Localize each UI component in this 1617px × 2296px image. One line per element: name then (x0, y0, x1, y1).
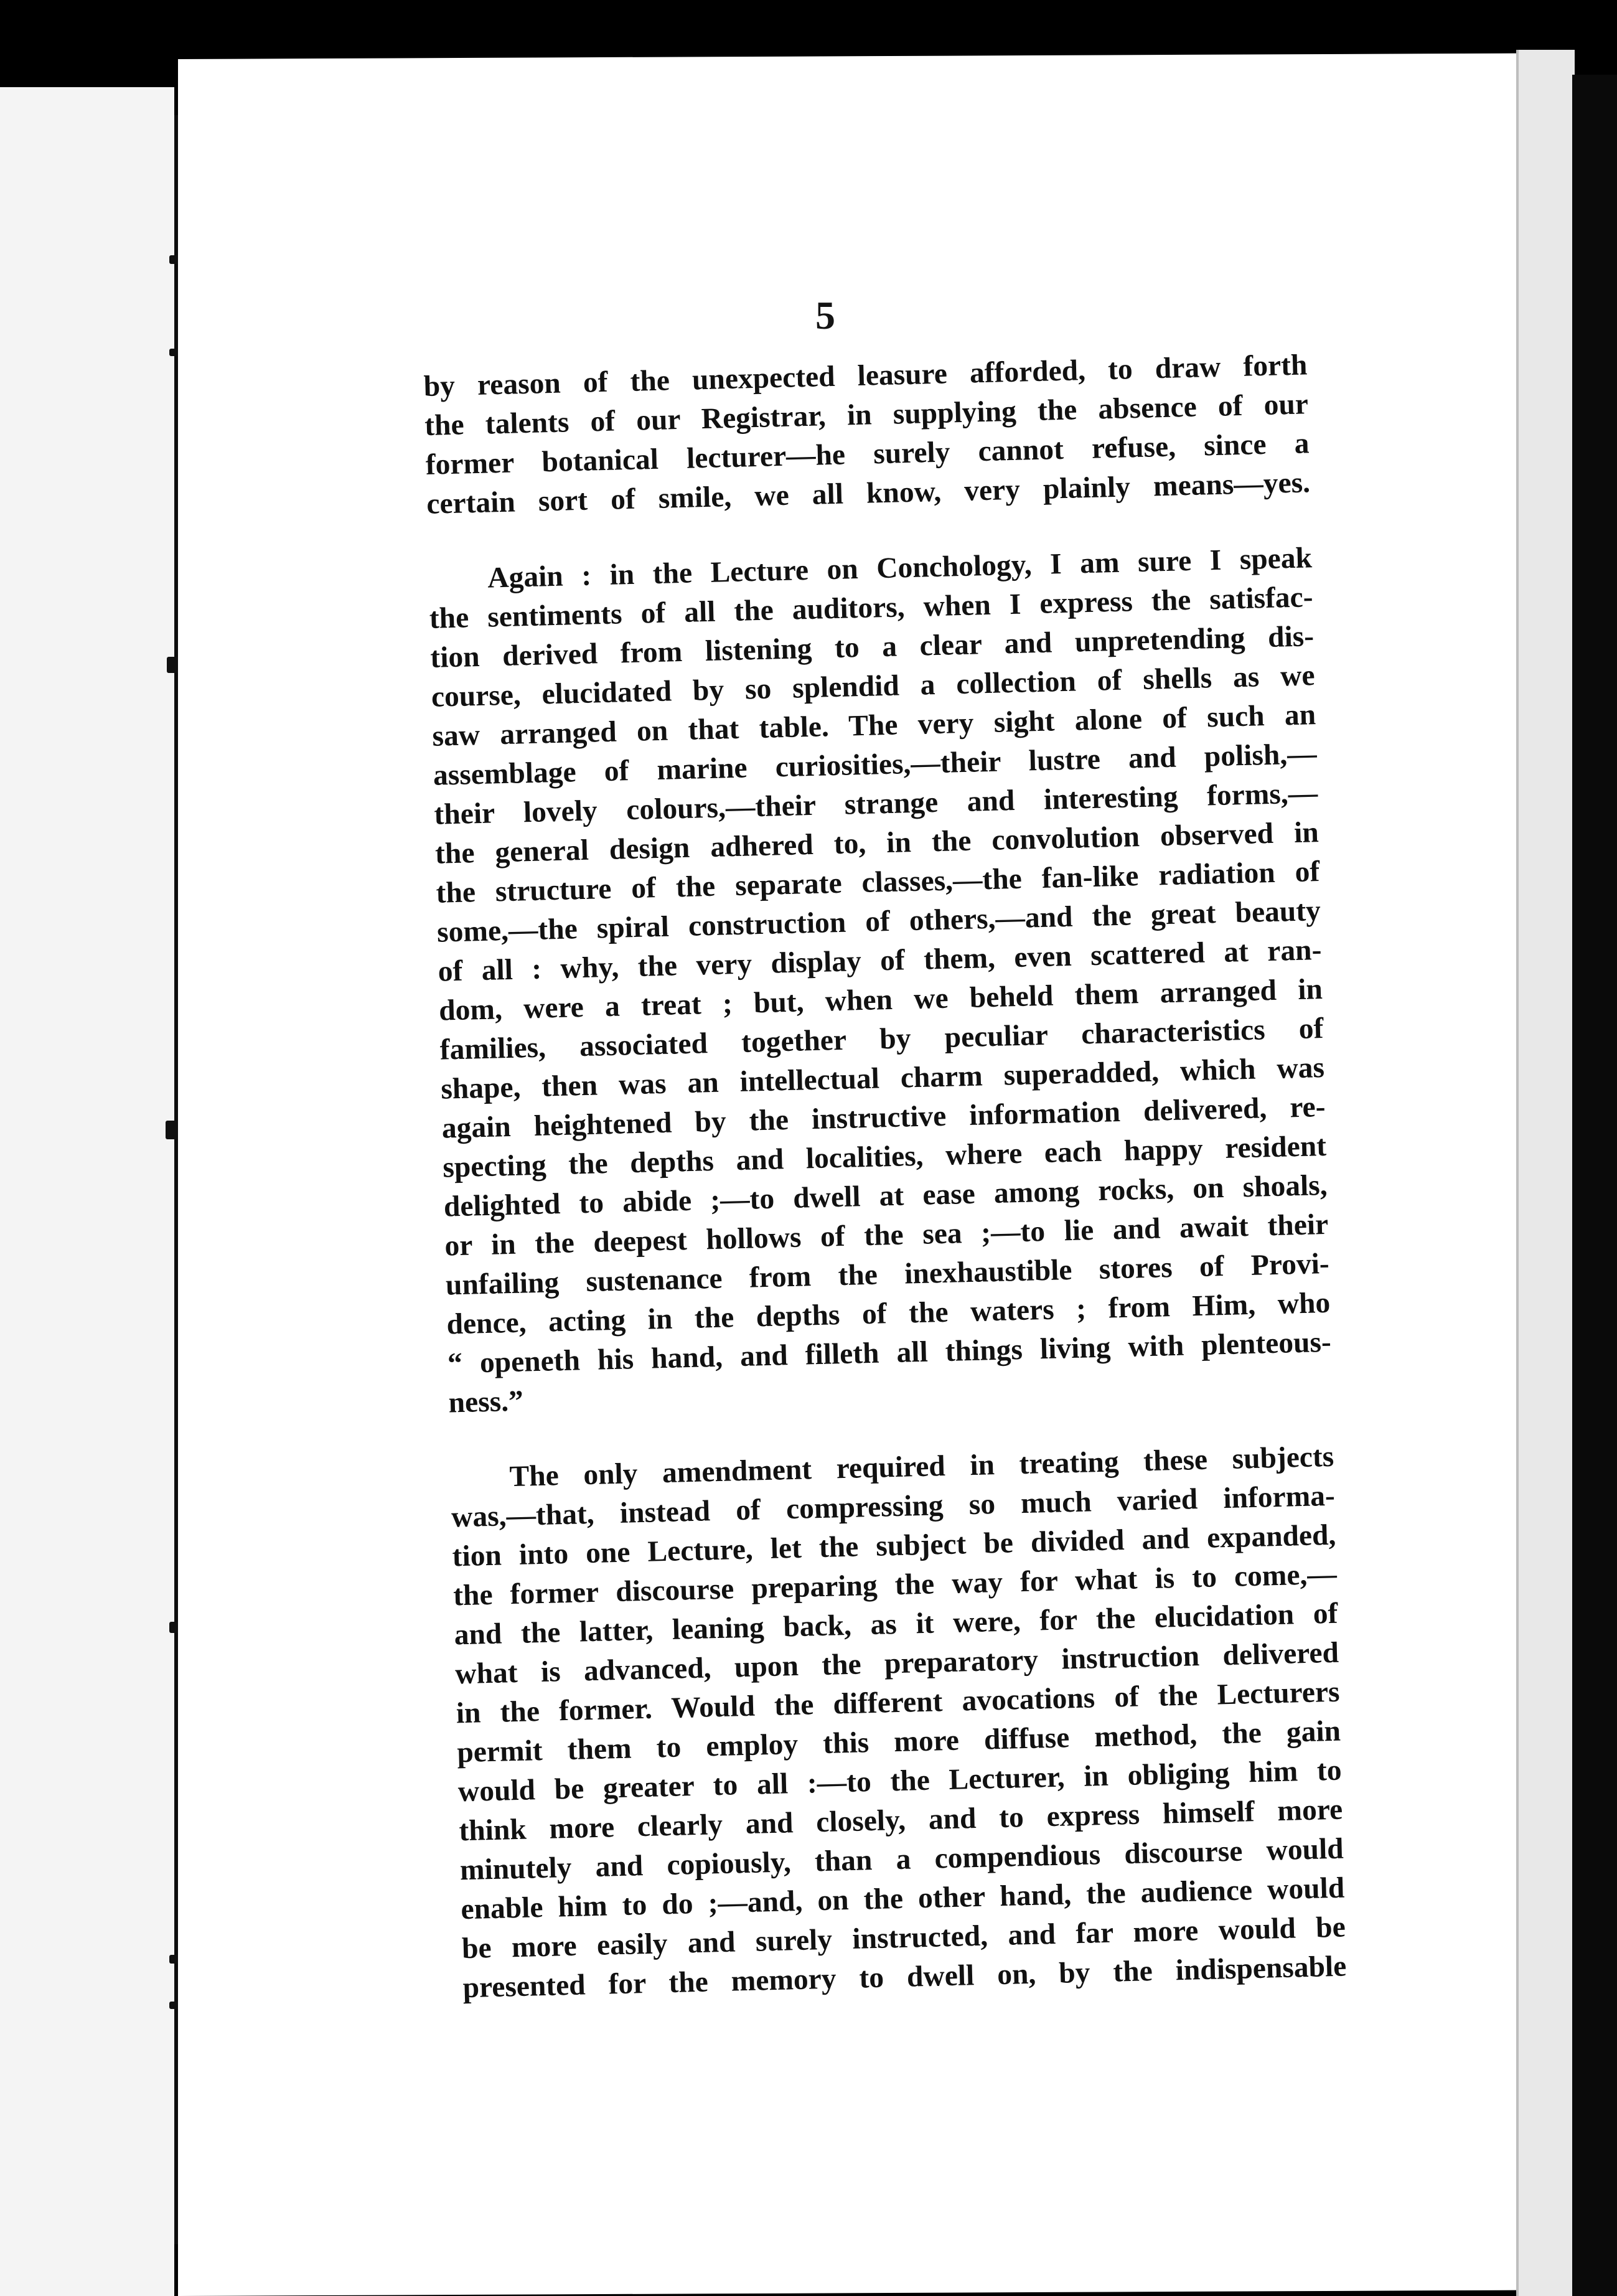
text-line: by reason of the unexpected leasure afforded, to draw forth (423, 349, 1308, 403)
body-text (423, 346, 1347, 2008)
paragraph (428, 539, 1333, 1423)
text-line: certain sort of smile, we all know, very plainly means—yes. (426, 466, 1311, 520)
text-line: the talents of our Registrar, in supplying the absence of our (424, 388, 1309, 442)
text-line: think more clearly and closely, and to express himself more (458, 1793, 1343, 1848)
text-line: of all : why, the very display of them, even scattered at ran- (438, 934, 1322, 988)
paragraph (423, 346, 1311, 524)
scan-border-right (1572, 75, 1617, 2296)
page-number: 5 (815, 293, 837, 337)
text-line: dom, were a treat ; but, when we beheld them arranged in (438, 973, 1323, 1027)
text-line: or in the deepest hollows of the sea ;—to lie and await their (444, 1208, 1329, 1263)
text-line: unfailing sustenance from the inexhaustible stores of Provi- (445, 1247, 1330, 1302)
text-line: enable him to do ;—and, on the other hand, the audience would (460, 1871, 1345, 1926)
facing-page-edge (0, 87, 174, 2296)
text-line: and the latter, leaning back, as it were, for the elucidation of (454, 1597, 1338, 1652)
text-line: former botanical lecturer—he surely cannot refuse, since a (425, 427, 1310, 481)
text-line: assemblage of marine curiosities,—their lustre and polish,— (433, 738, 1318, 792)
text-line: presented for the memory to dwell on, by the indispensable (462, 1950, 1347, 2005)
text-line: tion into one Lecture, let the subject be divided and expanded, (452, 1518, 1336, 1573)
text-line: “ openeth his hand, and filleth all things living with plenteous- (447, 1325, 1332, 1380)
text-line: dence, acting in the depths of the waters ; from Him, who (446, 1286, 1331, 1341)
text-line: the general design adhered to, in the convolution observed in (434, 816, 1319, 870)
text-line: their lovely colours,—their strange and interesting forms,— (433, 777, 1318, 831)
text-line: permit them to employ this more diffuse method, the gain (456, 1715, 1341, 1769)
text-line: course, elucidated by so splendid a collection of shells as we (431, 659, 1316, 713)
text-line: be more easily and surely instructed, and far more would be (461, 1911, 1346, 1965)
text-line: minutely and copiously, than a compendious discourse would (459, 1832, 1344, 1887)
paragraph (450, 1437, 1347, 2008)
text-line: would be greater to all :—to the Lecturer, in obliging him to (457, 1754, 1343, 1809)
text-line: specting the depths and localities, where each happy resident (442, 1129, 1327, 1184)
page-edge-right (1516, 50, 1575, 2296)
text-line: tion derived from listening to a clear and unpretending dis- (429, 620, 1315, 674)
text-line: delighted to abide ;—to dwell at ease among rocks, on shoals, (443, 1169, 1328, 1223)
text-line: The only amendment required in treating these subjects (509, 1440, 1334, 1494)
text-line: the sentiments of all the auditors, when I express the satisfac- (429, 581, 1314, 635)
text-line: some,—the spiral construction of others,—and the great beauty (436, 895, 1321, 949)
text-line: shape, then was an intellectual charm superadded, which was (440, 1051, 1325, 1106)
text-line: what is advanced, upon the preparatory instruction delivered (454, 1636, 1339, 1691)
text-line: Again : in the Lecture on Conchology, I am sure I speak (487, 542, 1313, 595)
text-line: the structure of the separate classes,—the fan-like radiation of (436, 855, 1320, 910)
text-line: ness.” (448, 1385, 524, 1419)
text-line: in the former. Would the different avocations of the Lecturers (456, 1675, 1341, 1730)
text-line: again heightened by the instructive information delivered, re- (441, 1090, 1326, 1145)
text-line: families, associated together by peculiar characteristics of (439, 1012, 1324, 1066)
text-line: the former discourse preparing the way for what is to come,— (452, 1558, 1338, 1612)
text-line: was,—that, instead of compressing so much varied informa- (451, 1479, 1336, 1534)
text-line: saw arranged on that table. The very sight alone of such an (431, 699, 1316, 753)
